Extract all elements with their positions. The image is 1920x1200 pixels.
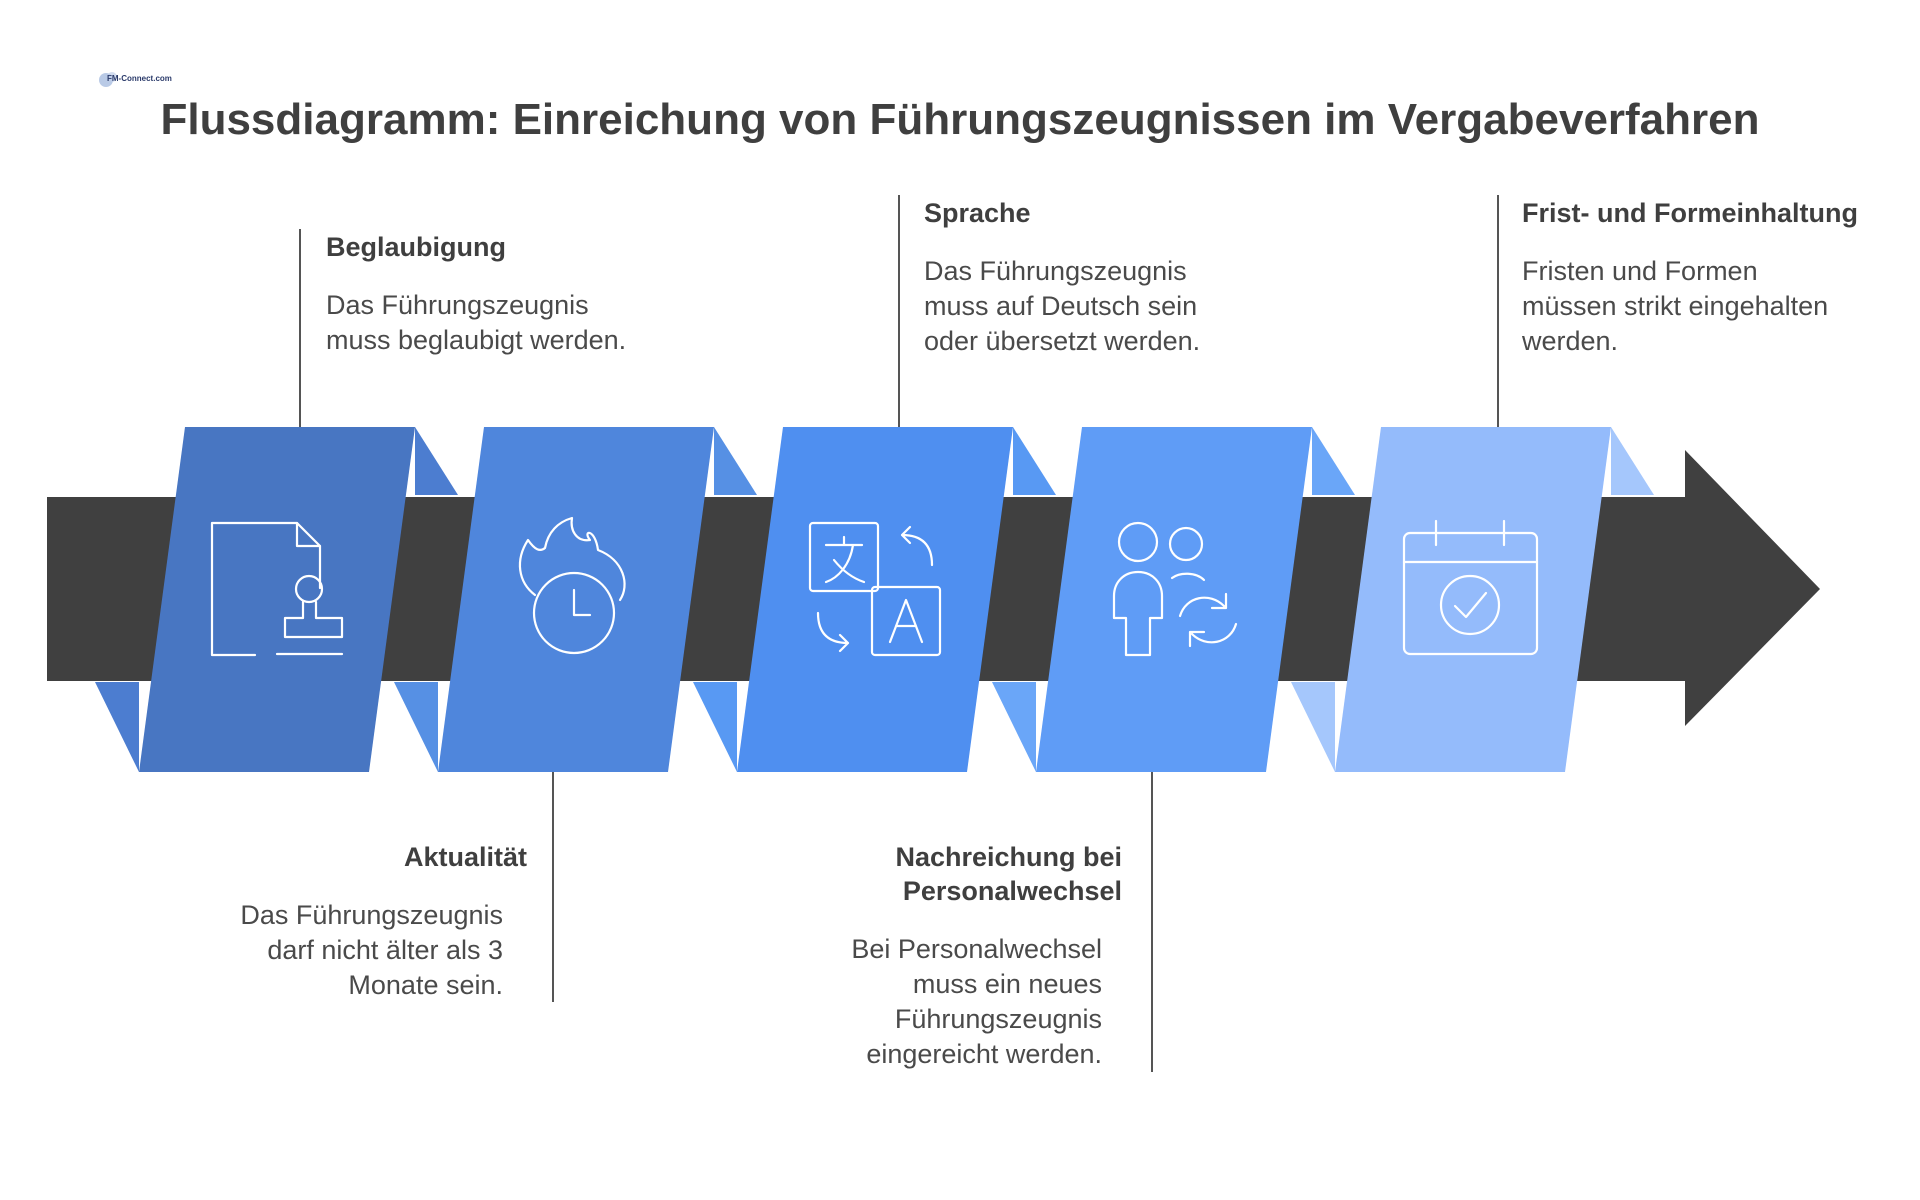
panel-face-4 [1036, 427, 1312, 772]
step-1-text-line: muss beglaubigt werden. [326, 325, 627, 355]
step-4-title [822, 840, 1122, 908]
panel-face-3 [737, 427, 1013, 772]
panel-fold-top-5 [1611, 427, 1654, 495]
step-3-description [924, 254, 1200, 359]
panel-fold-bottom-5 [1291, 682, 1335, 772]
panel-fold-bottom-3 [693, 682, 737, 772]
step-2-title: Aktualität [403, 842, 527, 872]
panel-face-5 [1335, 427, 1611, 772]
panel-fold-top-4 [1312, 427, 1355, 495]
panel-fold-bottom-4 [992, 682, 1036, 772]
page-title: Flussdiagramm: Einreichung von Führungszeugnissen im Vergabeverfahren [160, 95, 1760, 144]
panel-fold-top-1 [415, 427, 458, 495]
panel-fold-bottom-2 [394, 682, 438, 772]
panel-face-2 [438, 427, 714, 772]
step-4-text-line: Führungszeugnis [894, 1004, 1102, 1034]
logo-text: FM-Connect.com [107, 74, 172, 83]
step-4-title-line: Nachreichung bei [895, 842, 1122, 872]
panel-face-1 [139, 427, 415, 772]
step-5-text-line: müssen strikt eingehalten [1522, 291, 1829, 321]
step-4-description [782, 932, 1102, 1072]
step-5-title: Frist- und Formeinhaltung [1522, 198, 1858, 228]
step-4-text-line: Bei Personalwechsel [851, 934, 1102, 964]
step-4-title-line: Personalwechsel [902, 876, 1122, 906]
step-4-text-line: muss ein neues [912, 969, 1102, 999]
step-3-text-line: oder übersetzt werden. [924, 326, 1201, 356]
step-5-text-line: werden. [1522, 326, 1619, 356]
panel-fold-top-3 [1013, 427, 1056, 495]
step-5-text-line: Fristen und Formen [1522, 256, 1758, 286]
panel-fold-top-2 [714, 427, 757, 495]
step-2-description [184, 898, 503, 1003]
arrow-head [1685, 450, 1820, 726]
step-1-text-line: Das Führungszeugnis [326, 290, 589, 320]
step-3-title: Sprache [924, 198, 1031, 228]
step-1-description [326, 288, 626, 358]
step-5-description [1522, 254, 1828, 359]
step-1-title: Beglaubigung [326, 232, 506, 262]
step-2-text-line: Das Führungszeugnis [240, 900, 503, 930]
step-2-text-line: Monate sein. [348, 970, 503, 1000]
step-3-text-line: Das Führungszeugnis [924, 256, 1187, 286]
step-4-text-line: eingereicht werden. [866, 1039, 1102, 1069]
panel-fold-bottom-1 [95, 682, 139, 772]
step-3-text-line: muss auf Deutsch sein [924, 291, 1198, 321]
step-2-text-line: darf nicht älter als 3 [267, 935, 503, 965]
